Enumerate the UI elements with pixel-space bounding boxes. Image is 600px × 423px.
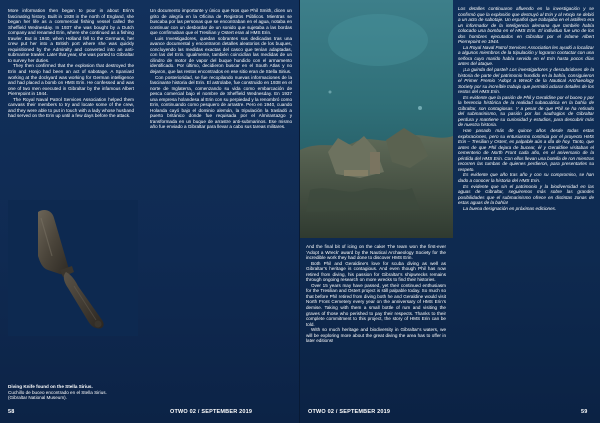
paragraph: La buena designación en próximas ediciones. — [463, 205, 557, 211]
paragraph: Luis Investigadores, quedan sobrantes sus dedicadas tras una avance documental y encontraron detalles aleatorios de los buques, concluyendo las medidas exactas del casco que tenían adaptadas, con las del Erin. Igualmente, también coincidían las medidas de un cilindro de motor de vapor del buque hundido con el armamento identificado. Por último, decidieron buscar en el South Atlas y no dejaron, que las restos encontrados en ese sitio eran de Stella Sirius. — [150, 35, 292, 75]
caption-title: Diving Knife found on the Stella Sirius. — [8, 384, 93, 389]
masthead: OTWO 02 / SEPTEMBER 2019 — [308, 409, 391, 415]
paragraph: Un documento importante y único que Nos que Phil Smith, dicen un grito de alegría en la Oficina de Registros Públicos. Mientras se buscaba por las personas que se encontraban en el agua, notaba en continuar con un desbordar de un sonido que sujetaba a las bordas que confirmaban que el Tresilian y Ostert eran al HMS Erin. — [150, 8, 292, 36]
paragraph: Over 15 years may have passed, yet their continued enthusiasm for the Tresilian and Ostert project is still palpable today. So much so that before Phil retired from diving both he and Geraldine would visit North Front Cemetery every year on the anniversary of HMS Erin’s demise. Taking with them a small bottle of rum and visiting the graves of those who perished to pay their respects. Thanks to their complete commitment to this project, the story of HMS Erin can be told. — [306, 282, 446, 327]
left-page-column-english — [8, 8, 134, 196]
right-page-column-spanish — [458, 6, 594, 404]
paragraph: Es evidente que sin el patrimonio y la biodiversidad en las aguas de Gibraltar, seguiremos más sobre las grandes posibilidades que el submarinismo ofrece en distintas zonas de estas aguas de la bahía! — [458, 183, 594, 206]
page-number: 59 — [581, 409, 588, 415]
paragraph: The Royal Naval Patrol Services Association helped them canvass their members to try and locate some of the crew, and they were able to put in touch with a lady whose husband had served on the Erin up until a few days before the attack. — [8, 96, 134, 119]
paragraph: With so much heritage and biodiversity in Gibraltar’s waters, we will be exploring more about the great diving the area has to offer in later editions! — [306, 327, 446, 344]
paragraph: Los detalles continuaron afluendo en la investigación y se confirmó que la explosión que destruyó al Erin y al Honjo se debió a un acto de sabotaje. Un español que trabajaba en el astillero era un informador de la inteligencia alemana que también había colocado una bomba en el HMS Erin. El individuo fue uno de los dos hombres ejecutados en Gibraltar por el infame Albert Pierrepoint en 1944. — [458, 6, 594, 45]
masthead: OTWO 02 / SEPTEMBER 2019 — [170, 409, 253, 415]
paragraph: Both Phil and Geraldine’s love for scuba diving as well as Gibraltar’s heritage is contagious. And even though Phil has now retired from diving, his passion for Gibraltar’s shipwrecks remains through ongoing research on more wrecks to find their histories. — [306, 260, 446, 283]
wreck-illustration — [300, 0, 453, 238]
right-page — [300, 0, 600, 423]
left-page-column-spanish — [150, 8, 292, 406]
paragraph: And the final bit of icing on the cake! The team won the first-ever ‘Adopt a Wreck’ award by the Nautical Archaeology Society for the incredible work they had done to discover HMS Erin. — [306, 244, 446, 261]
paragraph: More information then began to pour in about Erin’s fascinating history. Built in 1938 in the north of England, she began her life as a commercial fishing vessel called the Sheffield Wednesday. In 1937 she was bought by a Dutch company and renamed Erin, where she continued as a fishing trawler. But in 1940, when Holland fell to the Germans, her crew put her into a British port where she was quickly requisitioned by the Admiralty and converted into an anti-submarine trawler. Later that year, she was ported to Gibraltar to survey her duties. — [8, 8, 134, 63]
paragraph: Es evidente que año tras año y con su compromiso, se han dado a conocer la historia del HMS Erin. — [458, 172, 594, 183]
page-number: 58 — [8, 409, 15, 415]
diving-knife-photo — [8, 200, 138, 336]
diving-knife-illustration — [8, 200, 138, 336]
photo-caption — [8, 384, 158, 401]
paragraph: Es evidente que la pasión de Phil y Geraldine por el buceo y por la herencia histórica de la realidad subacuática en la bahía de Gibraltar, son contagiosas. Y a pesar de que Phil se ha retirado del submarinismo, su pasión por los naufragios de Gibraltar perdura y mantiene su curiosidad y estudios, para descubrir más de nuestra historia. — [458, 94, 594, 128]
paragraph: Con posterioridad, se fue recopilando nuevas informaciones de la fascinante historia del Erin. El astrolabe, fue construido en 1938 en el norte de Inglaterra, comenzando su vida como embarcación de pesca comercial bajo el nombre de Sheffield Wednesday. En 1937 una empresa holandesa al Erin con su perpiedad y la renombró como Erin, continuando como pesquero de arrastre. Pero en 1940, cuando Holanda cayó bajo el dominio alemán, la tripulación la trasladó a puerto británico donde fue requisada por el Almirantazgo y transformada en un buque de arrastre anti-submarinos. Ese mismo año fue enviado a Gibraltar para llevar a cabo sus tareas militares. — [150, 74, 292, 130]
caption-line: (Gibraltar National Museum). — [8, 395, 67, 401]
paragraph: Han pasado más de quince años desde todas estas exploraciones, pero su entusiasmo continúa por el proyecto HMS Erin – Tresilian y Ostert, es palpable aún a día de hoy. Tanto, que antes de que Phil dejara de bucear, él y Geraldine visitaban el cementerio de North Front cada año, en el aniversario de la pérdida del HMS Erin. Con ellos llevan una botella de ron mientras recorren las tumbas de quienes perdieron, para presentarles su respeto. — [458, 128, 594, 172]
underwater-wreck-photo — [300, 0, 453, 238]
caption-line: Cuchillo de buceo encontrado en el Stella Sirius. — [8, 389, 107, 395]
paragraph: ¡La guinda del pastel! Los investigadores y descubridores de la historia de parte del patrimonio hundido en la bahía, consiguieron el Primer Premio ‘Adopt a Wreck’ de la Nautical Archaeology Society por su increíble trabajo que permitió aclarar detalles de los restos del HMS Erin. — [458, 67, 594, 95]
right-page-column-english — [306, 244, 446, 406]
paragraph: They then confirmed that the explosion that destroyed the Erin and Honjo had been an act of sabotage. A Spaniard working at the dockyard was working for German intelligence and had placed a bomb on HMS Erin. He confessed and was one of two men executed in Gibraltar by the infamous Albert Pierrepoint in 1944. — [8, 63, 134, 97]
paragraph: La Royal Naval Patrol Services Association les ayudó a localizar a algunos miembros de la tripulación y lograron contactar con una señora cuyo marido había servido en el Erin hasta pocos días antes del ataque. — [458, 44, 594, 67]
